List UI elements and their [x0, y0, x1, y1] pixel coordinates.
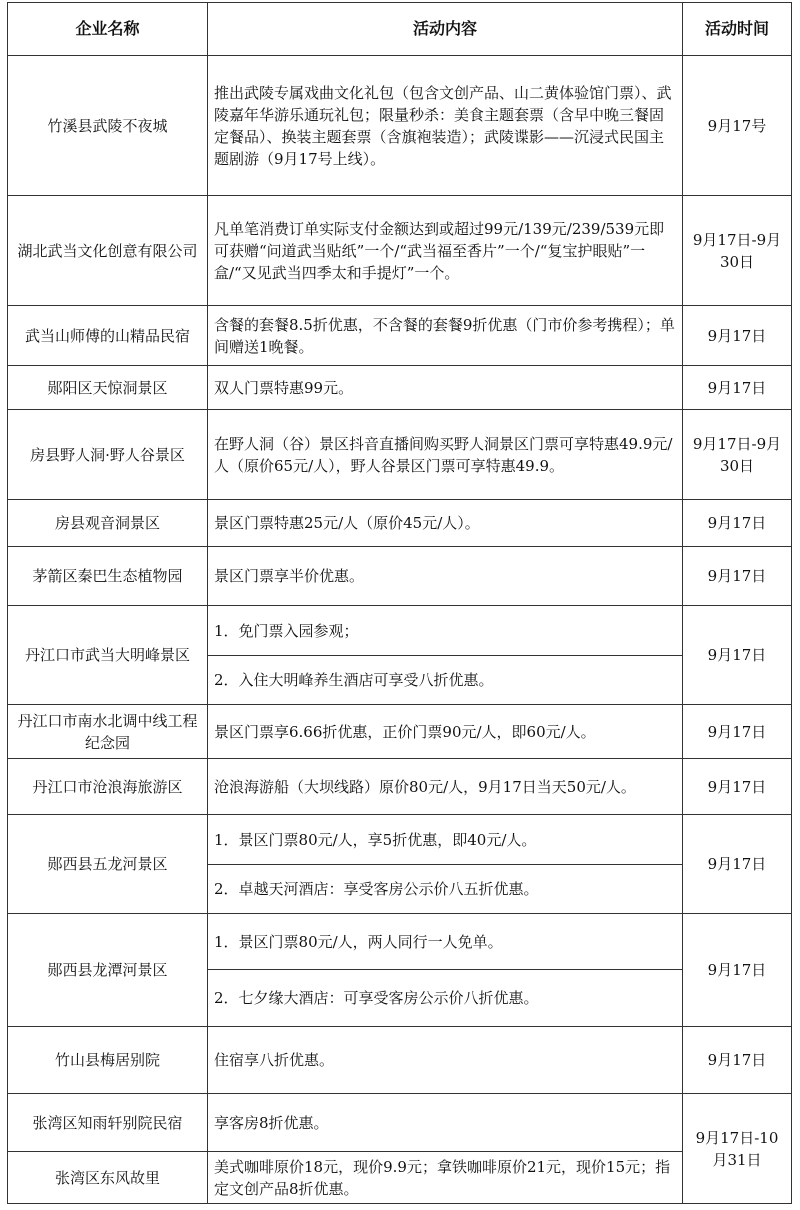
- time-cell: 9月17日-9月30日: [683, 196, 792, 306]
- content-cell: [208, 1094, 683, 1152]
- content-cell: [208, 56, 683, 196]
- table-row: [8, 1152, 792, 1204]
- content-text: 景区门票享半价优惠。: [214, 567, 365, 585]
- table-row: [8, 705, 792, 759]
- table-row: [8, 306, 792, 366]
- time-cell: 9月17日: [683, 914, 792, 1027]
- time-cell: 9月17号: [683, 56, 792, 196]
- content-text: 美式咖啡原价18元，现价9.9元；拿铁咖啡原价21元，现价15元；指定文创产品8折优惠。: [214, 1157, 671, 1198]
- content-text: 1．景区门票80元/人，享5折优惠，即40元/人。: [214, 830, 537, 849]
- content-cell: [208, 759, 683, 815]
- content-cell: [208, 705, 683, 759]
- content-text: 推出武陵专属戏曲文化礼包（包含文创产品、山二黄体验馆门票）、武陵嘉年华游乐通玩礼包；限量秒杀：美食主题套票（含早中晚三餐固定餐品）、换装主题套票（含旗袍装造）；武陵谍影——沉浸式民国主题剧游（9月17号上线）。: [214, 83, 672, 168]
- content-cell: [208, 547, 683, 606]
- header-time: 活动时间: [683, 3, 792, 56]
- content-text: 在野人洞（谷）景区抖音直播间购买野人洞景区门票可享特惠49.9元/人（原价65元/人），野人谷景区门票可享特惠49.9。: [214, 434, 673, 475]
- company-cell: 房县野人洞·野人谷景区: [8, 410, 208, 500]
- company-cell: 武当山师傅的山精品民宿: [8, 306, 208, 366]
- promotion-table: [7, 2, 792, 1204]
- content-cell: [208, 1027, 683, 1094]
- company-cell: 张湾区东风故里: [8, 1152, 208, 1204]
- content-text: 2．七夕缘大酒店：可享受客房公示价八折优惠。: [214, 989, 539, 1007]
- content-cell: [208, 815, 683, 865]
- company-cell: 郧西县五龙河景区: [8, 815, 208, 914]
- promotion-table-container: [7, 2, 792, 1204]
- content-text: 享客房8折优惠。: [214, 1113, 329, 1132]
- header-company: 企业名称: [8, 3, 208, 56]
- content-text: 1．免门票入园参观；: [214, 621, 359, 640]
- table-row: [8, 500, 792, 547]
- table-row: [8, 196, 792, 306]
- company-cell: 郧西县龙潭河景区: [8, 914, 208, 1027]
- table-row: [8, 914, 792, 970]
- content-cell: [208, 656, 683, 705]
- table-row: [8, 1094, 792, 1152]
- content-text: 沧浪海游船（大坝线路）原价80元/人，9月17日当天50元/人。: [214, 777, 636, 796]
- content-cell: [208, 865, 683, 914]
- content-text: 含餐的套餐8.5折优惠，不含餐的套餐9折优惠（门市价参考携程）；单间赠送1晚餐。: [214, 315, 675, 356]
- time-cell: 9月17日: [683, 606, 792, 705]
- content-cell: [208, 1152, 683, 1204]
- company-cell: 房县观音洞景区: [8, 500, 208, 547]
- header-row: [8, 3, 792, 56]
- time-cell: 9月17日: [683, 500, 792, 547]
- table-row: [8, 759, 792, 815]
- company-cell: 丹江口市南水北调中线工程纪念园: [8, 705, 208, 759]
- time-cell: 9月17日: [683, 815, 792, 914]
- company-cell: 张湾区知雨轩别院民宿: [8, 1094, 208, 1152]
- time-cell: 9月17日: [683, 306, 792, 366]
- content-text: 凡单笔消费订单实际支付金额达到或超过99元/139元/239/539元即可获赠“问道武当贴纸”一个/“武当福至香片”一个/“复宝护眼贴”一盒/“又见武当四季太和手提灯”一个。: [214, 219, 665, 282]
- content-cell: [208, 410, 683, 500]
- table-row: [8, 547, 792, 606]
- table-row: [8, 410, 792, 500]
- content-text: 景区门票享6.66折优惠，正价门票90元/人，即60元/人。: [214, 722, 596, 741]
- content-text: 1．景区门票80元/人，两人同行一人免单。: [214, 932, 503, 951]
- time-cell: 9月17日: [683, 547, 792, 606]
- company-cell: 茅箭区秦巴生态植物园: [8, 547, 208, 606]
- time-cell: 9月17日-9月30日: [683, 410, 792, 500]
- content-cell: [208, 914, 683, 970]
- content-text: 双人门票特惠99元。: [214, 378, 354, 397]
- table-row: [8, 56, 792, 196]
- content-text: 景区门票特惠25元/人（原价45元/人）。: [214, 514, 480, 532]
- content-cell: [208, 606, 683, 656]
- content-cell: [208, 306, 683, 366]
- content-text: 住宿享八折优惠。: [214, 1051, 335, 1069]
- time-cell: 9月17日: [683, 705, 792, 759]
- table-row: [8, 366, 792, 410]
- company-cell: 郧阳区天惊洞景区: [8, 366, 208, 410]
- company-cell: 丹江口市沧浪海旅游区: [8, 759, 208, 815]
- content-cell: [208, 196, 683, 306]
- table-row: [8, 1027, 792, 1094]
- company-cell: 丹江口市武当大明峰景区: [8, 606, 208, 705]
- content-cell: [208, 970, 683, 1027]
- content-cell: [208, 366, 683, 410]
- table-row: [8, 815, 792, 865]
- table-row: [8, 606, 792, 656]
- company-cell: 竹溪县武陵不夜城: [8, 56, 208, 196]
- header-content: 活动内容: [208, 3, 683, 56]
- content-text: 2．入住大明峰养生酒店可享受八折优惠。: [214, 671, 494, 689]
- content-text: 2．卓越天河酒店：享受客房公示价八五折优惠。: [214, 880, 539, 898]
- time-cell: 9月17日: [683, 1027, 792, 1094]
- time-cell: 9月17日: [683, 759, 792, 815]
- time-cell: 9月17日: [683, 366, 792, 410]
- company-cell: 竹山县梅居别院: [8, 1027, 208, 1094]
- company-cell: 湖北武当文化创意有限公司: [8, 196, 208, 306]
- content-cell: [208, 500, 683, 547]
- time-cell: 9月17日-10月31日: [683, 1094, 792, 1204]
